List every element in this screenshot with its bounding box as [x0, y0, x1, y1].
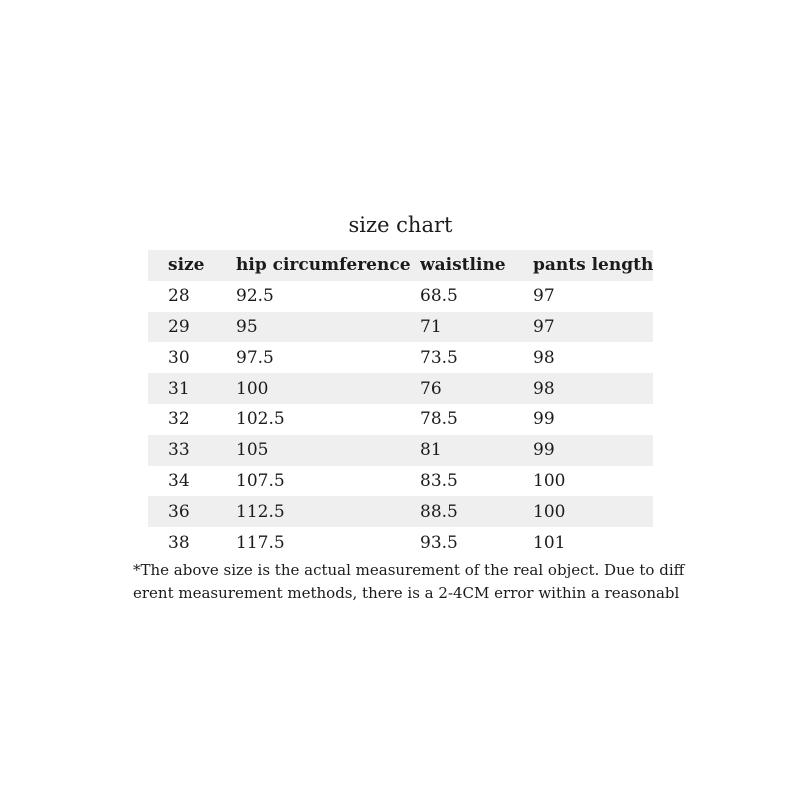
- size-table-row: [148, 281, 653, 312]
- size-table-row: [148, 312, 653, 343]
- size-table: [148, 250, 653, 558]
- cell-waistline: 73.5: [420, 347, 458, 368]
- cell-pants-length: 100: [533, 501, 566, 522]
- column-header-hip-circumference: hip circumference: [236, 255, 411, 276]
- size-table-row: [148, 342, 653, 373]
- column-header-size: size: [168, 255, 205, 276]
- cell-hip-circumference: 107.5: [236, 470, 285, 491]
- cell-waistline: 81: [420, 440, 442, 461]
- cell-hip-circumference: 105: [236, 440, 269, 461]
- size-table-row: [148, 466, 653, 497]
- column-header-pants-length: pants length: [533, 255, 653, 276]
- size-table-header-row: [148, 250, 653, 281]
- cell-size: 38: [168, 532, 190, 553]
- cell-waistline: 93.5: [420, 532, 458, 553]
- cell-waistline: 68.5: [420, 286, 458, 307]
- size-chart-footnote: [133, 559, 684, 604]
- footnote-line-1: *The above size is the actual measurement of the real object. Due to diff: [133, 561, 685, 579]
- cell-size: 30: [168, 347, 190, 368]
- footnote-line-2: erent measurement methods, there is a 2-4CM error within a reasonabl: [133, 583, 680, 602]
- cell-pants-length: 100: [533, 470, 566, 491]
- cell-pants-length: 101: [533, 532, 566, 553]
- size-table-row: [148, 527, 653, 558]
- cell-pants-length: 98: [533, 347, 555, 368]
- cell-size: 31: [168, 378, 190, 399]
- size-chart-title: size chart: [348, 213, 453, 237]
- cell-hip-circumference: 112.5: [236, 501, 285, 522]
- cell-waistline: 83.5: [420, 470, 458, 491]
- size-table-row: [148, 373, 653, 404]
- cell-waistline: 71: [420, 316, 442, 337]
- cell-hip-circumference: 97.5: [236, 347, 274, 368]
- size-table-body: [148, 281, 653, 558]
- cell-waistline: 78.5: [420, 409, 458, 430]
- size-table-row: [148, 435, 653, 466]
- cell-size: 28: [168, 286, 190, 307]
- cell-size: 32: [168, 409, 190, 430]
- size-table-row: [148, 496, 653, 527]
- cell-size: 36: [168, 501, 190, 522]
- cell-hip-circumference: 95: [236, 316, 258, 337]
- cell-size: 33: [168, 440, 190, 461]
- cell-hip-circumference: 102.5: [236, 409, 285, 430]
- cell-pants-length: 97: [533, 286, 555, 307]
- cell-waistline: 88.5: [420, 501, 458, 522]
- cell-waistline: 76: [420, 378, 442, 399]
- cell-pants-length: 98: [533, 378, 555, 399]
- cell-hip-circumference: 117.5: [236, 532, 285, 553]
- column-header-waistline: waistline: [420, 255, 506, 276]
- cell-hip-circumference: 100: [236, 378, 269, 399]
- cell-pants-length: 99: [533, 409, 555, 430]
- cell-size: 29: [168, 316, 190, 337]
- cell-hip-circumference: 92.5: [236, 286, 274, 307]
- cell-size: 34: [168, 470, 190, 491]
- cell-pants-length: 99: [533, 440, 555, 461]
- size-table-row: [148, 404, 653, 435]
- cell-pants-length: 97: [533, 316, 555, 337]
